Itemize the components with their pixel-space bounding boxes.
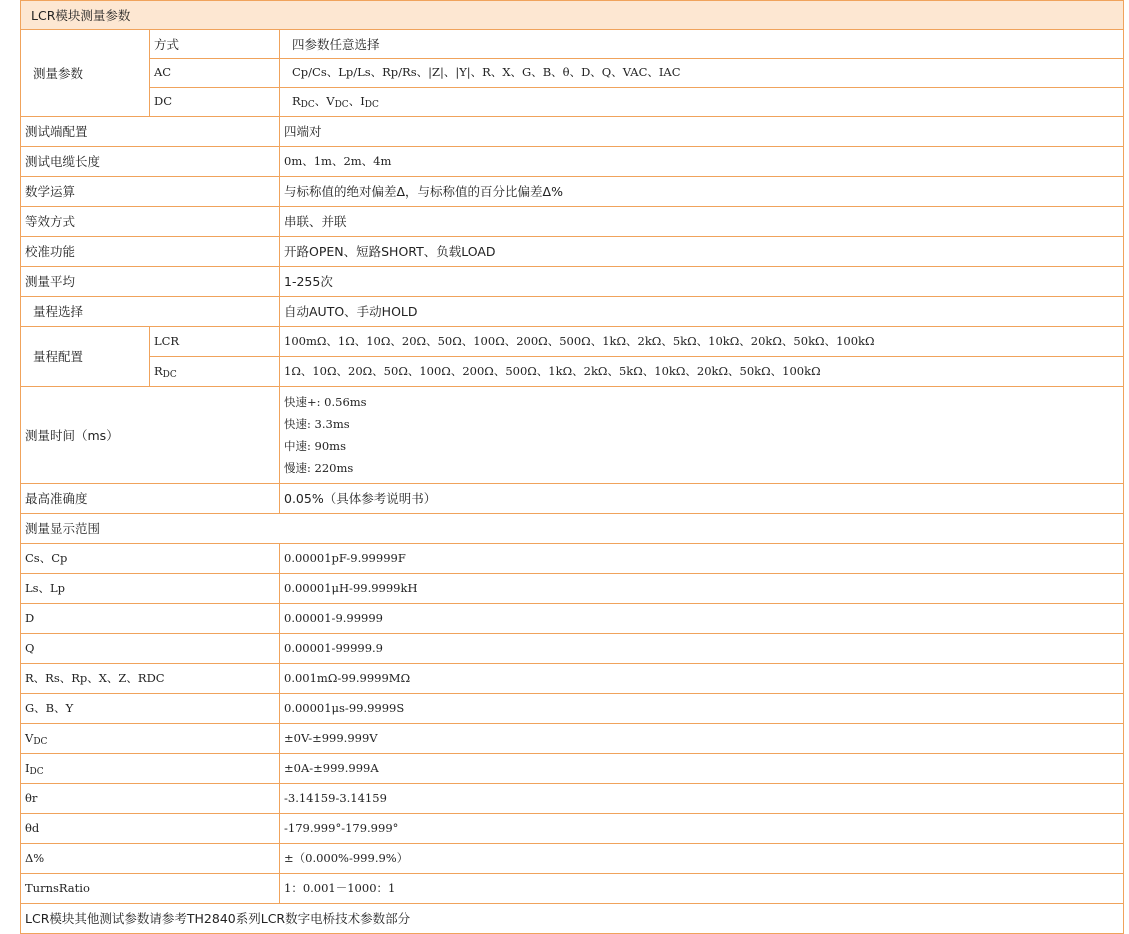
rdc-range-value: 1Ω、10Ω、20Ω、50Ω、100Ω、200Ω、500Ω、1kΩ、2kΩ、5kΩ、10kΩ、20kΩ、50kΩ、100kΩ xyxy=(280,357,1124,387)
theta-d-label: θd xyxy=(21,814,280,844)
range-select-label: 量程选择 xyxy=(21,297,280,327)
time-line: 快速: 3.3ms xyxy=(284,417,350,431)
vdc-value: ±0V-±999.999V xyxy=(280,724,1124,754)
table-row xyxy=(21,88,1124,117)
ac-label: AC xyxy=(150,59,280,88)
range-value: 0.00001μs-99.9999S xyxy=(280,694,1124,724)
ac-value: Cp/Cs、Lp/Ls、Rp/Rs、|Z|、|Y|、R、X、G、B、θ、D、Q、VAC、IAC xyxy=(280,59,1124,88)
table-header-row xyxy=(21,1,1124,30)
range-value: 0.00001pF-9.99999F xyxy=(280,544,1124,574)
display-range-title: 测量显示范围 xyxy=(21,514,1124,544)
time-line: 慢速: 220ms xyxy=(284,461,354,475)
table-row xyxy=(21,874,1124,904)
table-row xyxy=(21,724,1124,754)
table-row xyxy=(21,207,1124,237)
table-row xyxy=(21,784,1124,814)
range-label: Q xyxy=(21,634,280,664)
accuracy-value: 0.05%（具体参考说明书） xyxy=(280,484,1124,514)
terminal-label: 测试端配置 xyxy=(21,117,280,147)
table-row xyxy=(21,59,1124,88)
terminal-value: 四端对 xyxy=(280,117,1124,147)
vdc-label: $V_{DC}$ xyxy=(21,724,280,754)
range-label: Cs、Cp xyxy=(21,544,280,574)
cable-label: 测试电缆长度 xyxy=(21,147,280,177)
table-row xyxy=(21,754,1124,784)
table-row xyxy=(21,117,1124,147)
table-row xyxy=(21,30,1124,59)
table-row xyxy=(21,634,1124,664)
delta-label: Δ% xyxy=(21,844,280,874)
avg-value: 1-255次 xyxy=(280,267,1124,297)
meas-params-label: 测量参数 xyxy=(21,30,150,117)
mode-label: 方式 xyxy=(150,30,280,59)
table-row xyxy=(21,237,1124,267)
table-row xyxy=(21,357,1124,387)
equiv-label: 等效方式 xyxy=(21,207,280,237)
range-config-label: 量程配置 xyxy=(21,327,150,387)
table-row xyxy=(21,177,1124,207)
lcr-spec-table xyxy=(20,0,1124,934)
time-line: 中速: 90ms xyxy=(284,439,346,453)
theta-r-value: -3.14159-3.14159 xyxy=(280,784,1124,814)
delta-value: ±（0.000%-999.9%） xyxy=(280,844,1124,874)
rdc-label: $R_{DC}$ xyxy=(150,357,280,387)
math-label: 数学运算 xyxy=(21,177,280,207)
range-label: Ls、Lp xyxy=(21,574,280,604)
turns-label: TurnsRatio xyxy=(21,874,280,904)
table-title: LCR模块测量参数 xyxy=(21,1,1124,30)
dc-value: $R_{DC}$、$V_{DC}$、$I_{DC}$ xyxy=(280,88,1124,117)
table-row xyxy=(21,844,1124,874)
turns-value: 1：0.001－1000：1 xyxy=(280,874,1124,904)
vdc-symbol: V xyxy=(326,94,335,109)
table-row xyxy=(21,604,1124,634)
range-value: 0.00001-9.99999 xyxy=(280,604,1124,634)
table-row xyxy=(21,544,1124,574)
table-row xyxy=(21,484,1124,514)
math-value: 与标称值的绝对偏差Δ，与标称值的百分比偏差Δ% xyxy=(280,177,1124,207)
idc-value: ±0A-±999.999A xyxy=(280,754,1124,784)
rdc-symbol: R xyxy=(292,94,301,109)
range-value: 0.00001-99999.9 xyxy=(280,634,1124,664)
footer-note: LCR模块其他测试参数请参考TH2840系列LCR数字电桥技术参数部分 xyxy=(21,904,1124,934)
table-row xyxy=(21,267,1124,297)
table-row xyxy=(21,694,1124,724)
theta-r-label: θr xyxy=(21,784,280,814)
dc-label: DC xyxy=(150,88,280,117)
cable-value: 0m、1m、2m、4m xyxy=(280,147,1124,177)
calib-value: 开路OPEN、短路SHORT、负载LOAD xyxy=(280,237,1124,267)
range-label: G、B、Y xyxy=(21,694,280,724)
range-value: 0.00001μH-99.9999kH xyxy=(280,574,1124,604)
idc-label: $I_{DC}$ xyxy=(21,754,280,784)
table-row xyxy=(21,814,1124,844)
equiv-value: 串联、并联 xyxy=(280,207,1124,237)
table-row xyxy=(21,147,1124,177)
table-row xyxy=(21,904,1124,934)
lcr-range-value: 100mΩ、1Ω、10Ω、20Ω、50Ω、100Ω、200Ω、500Ω、1kΩ、2kΩ、5kΩ、10kΩ、20kΩ、50kΩ、100kΩ xyxy=(280,327,1124,357)
range-label: D xyxy=(21,604,280,634)
table-row xyxy=(21,297,1124,327)
avg-label: 测量平均 xyxy=(21,267,280,297)
accuracy-label: 最高准确度 xyxy=(21,484,280,514)
theta-d-value: -179.999°-179.999° xyxy=(280,814,1124,844)
table-row xyxy=(21,387,1124,484)
table-row xyxy=(21,664,1124,694)
lcr-label: LCR xyxy=(150,327,280,357)
range-select-value: 自动AUTO、手动HOLD xyxy=(280,297,1124,327)
time-line: 快速+: 0.56ms xyxy=(284,395,367,409)
calib-label: 校准功能 xyxy=(21,237,280,267)
range-value: 0.001mΩ-99.9999MΩ xyxy=(280,664,1124,694)
time-value xyxy=(280,387,1124,484)
range-label: R、Rs、Rp、X、Z、RDC xyxy=(21,664,280,694)
idc-symbol: I xyxy=(360,94,365,109)
time-label: 测量时间（ms） xyxy=(21,387,280,484)
table-row xyxy=(21,327,1124,357)
table-row xyxy=(21,514,1124,544)
mode-value: 四参数任意选择 xyxy=(280,30,1124,59)
table-row xyxy=(21,574,1124,604)
